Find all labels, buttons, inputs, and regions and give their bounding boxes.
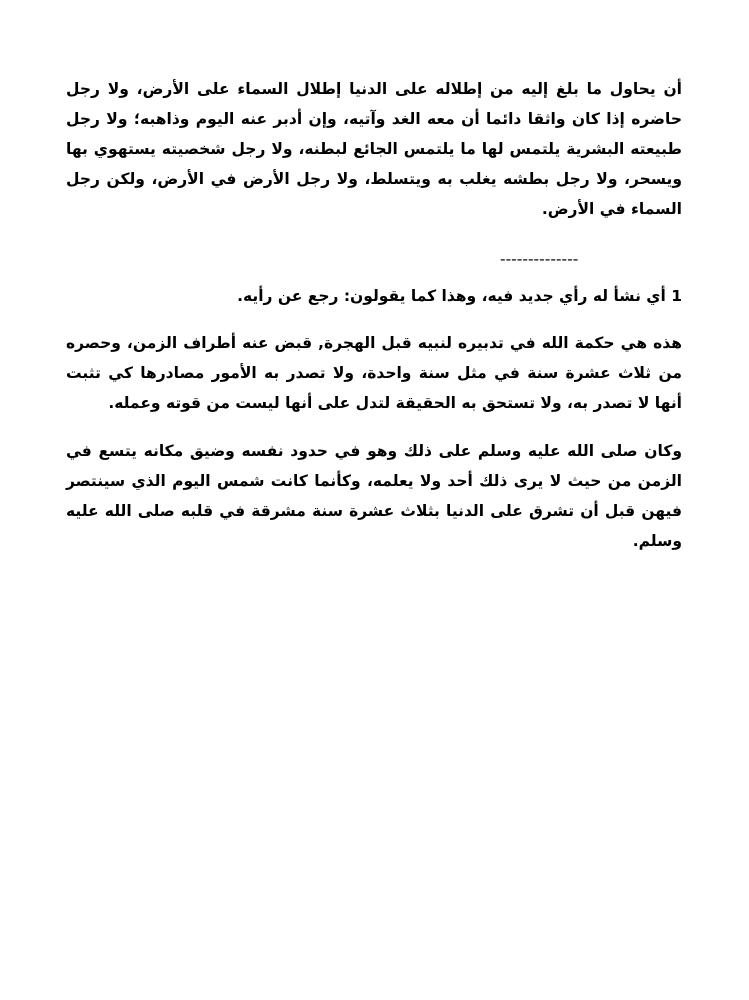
footnote-separator: -------------- [500,250,579,268]
body-paragraph: أن يحاول ما بلغ إليه من إطلاله على الدنيا إطلال السماء على الأرض، ولا رجل حاضره إذا كان واثقا دائما أن معه الغد وآتيه، وإن أدبر عنه اليوم وذاهبه؛ ولا رجل طبيعته البشرية يلتمس لها ما يلتمس الجائع لبطنه، ولا رجل شخصيته يستهوي بها ويسحر، ولا رجل بطشه يغلب به ويتسلط، ولا رجل الأرض في الأرض، ولكن رجل السماء في الأرض. [66,80,682,218]
footnote-text: 1 أي نشأ له رأي جديد فيه، وهذا كما يقولون: رجع عن رأيه. [237,287,682,305]
body-paragraph: هذه هي حكمة الله في تدبيره لنبيه قبل الهجرة, قبض عنه أطراف الزمن، وحصره من ثلاث عشرة سنة في مثل سنة واحدة، ولا تصدر به الأمور مصادرها كي تثبت أنها لا تصدر به، ولا تستحق به الحقيقة لتدل على أنها ليست من قوته وعمله. [66,334,682,412]
body-paragraph: وكان صلى الله عليه وسلم على ذلك وهو في حدود نفسه وضيق مكانه يتسع في الزمن من حيث لا يرى ذلك أحد ولا يعلمه، وكأنما كانت شمس اليوم الذي سينتصر فيهن قبل أن تشرق على الدنيا بثلاث عشرة سنة مشرقة في قلبه صلى الله عليه وسلم. [66,442,682,550]
document-page [66,74,682,556]
